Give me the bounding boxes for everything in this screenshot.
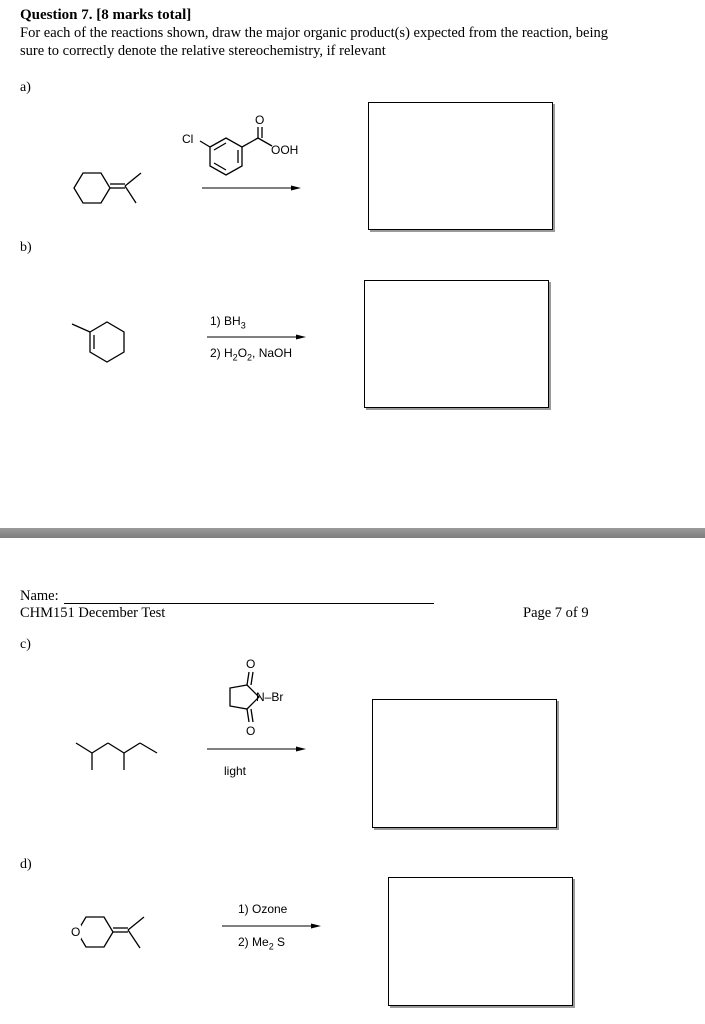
part-d-step-2 [238,935,286,952]
part-b-step-2-text-b: O [237,346,248,360]
part-a-carbonyl-o-label: O [255,113,265,127]
part-d-ring-o: O [71,925,81,939]
instructions-line-1: For each of the reactions shown, draw the major organic product(s) expected from the reaction, being [20,25,608,41]
part-c-condition: light [224,764,247,778]
part-c-label: c) [20,637,31,652]
part-b-step-2-sub-1: 2 [232,352,238,363]
part-b-label: b) [20,240,32,255]
part-c-nbs-o-bottom: O [246,724,256,738]
part-b-step-2-sub-2: 2 [247,352,253,363]
part-d-step-2-sub: 2 [268,941,274,952]
part-d-label: d) [20,857,32,872]
part-a-label: a) [20,80,31,95]
part-a-cl-label: Cl [182,132,194,146]
question-title: Question 7. [8 marks total] [20,7,192,23]
part-c-nbs-o-top: O [246,657,256,671]
part-d-step-1: 1) Ozone [238,902,288,916]
part-b-step-2-text-a: 2) H [210,346,233,360]
part-b-step-1-text: 1) BH [210,314,241,328]
course-title: CHM151 December Test [20,605,166,621]
part-c-nbs-nbr: N–Br [256,690,284,704]
part-b-step-1-sub: 3 [240,320,246,331]
part-b-step-2-text-c: , NaOH [252,346,293,360]
instructions-line-2: sure to correctly denote the relative stereochemistry, if relevant [20,43,386,59]
part-a-ooh-label: OOH [271,143,299,157]
page-number: Page 7 of 9 [523,605,589,621]
part-d-step-2-text-b: S [273,935,286,949]
name-label: Name: [20,588,59,604]
part-d-step-2-text-a: 2) Me [238,935,269,949]
part-d-answer-box[interactable] [388,877,573,1006]
